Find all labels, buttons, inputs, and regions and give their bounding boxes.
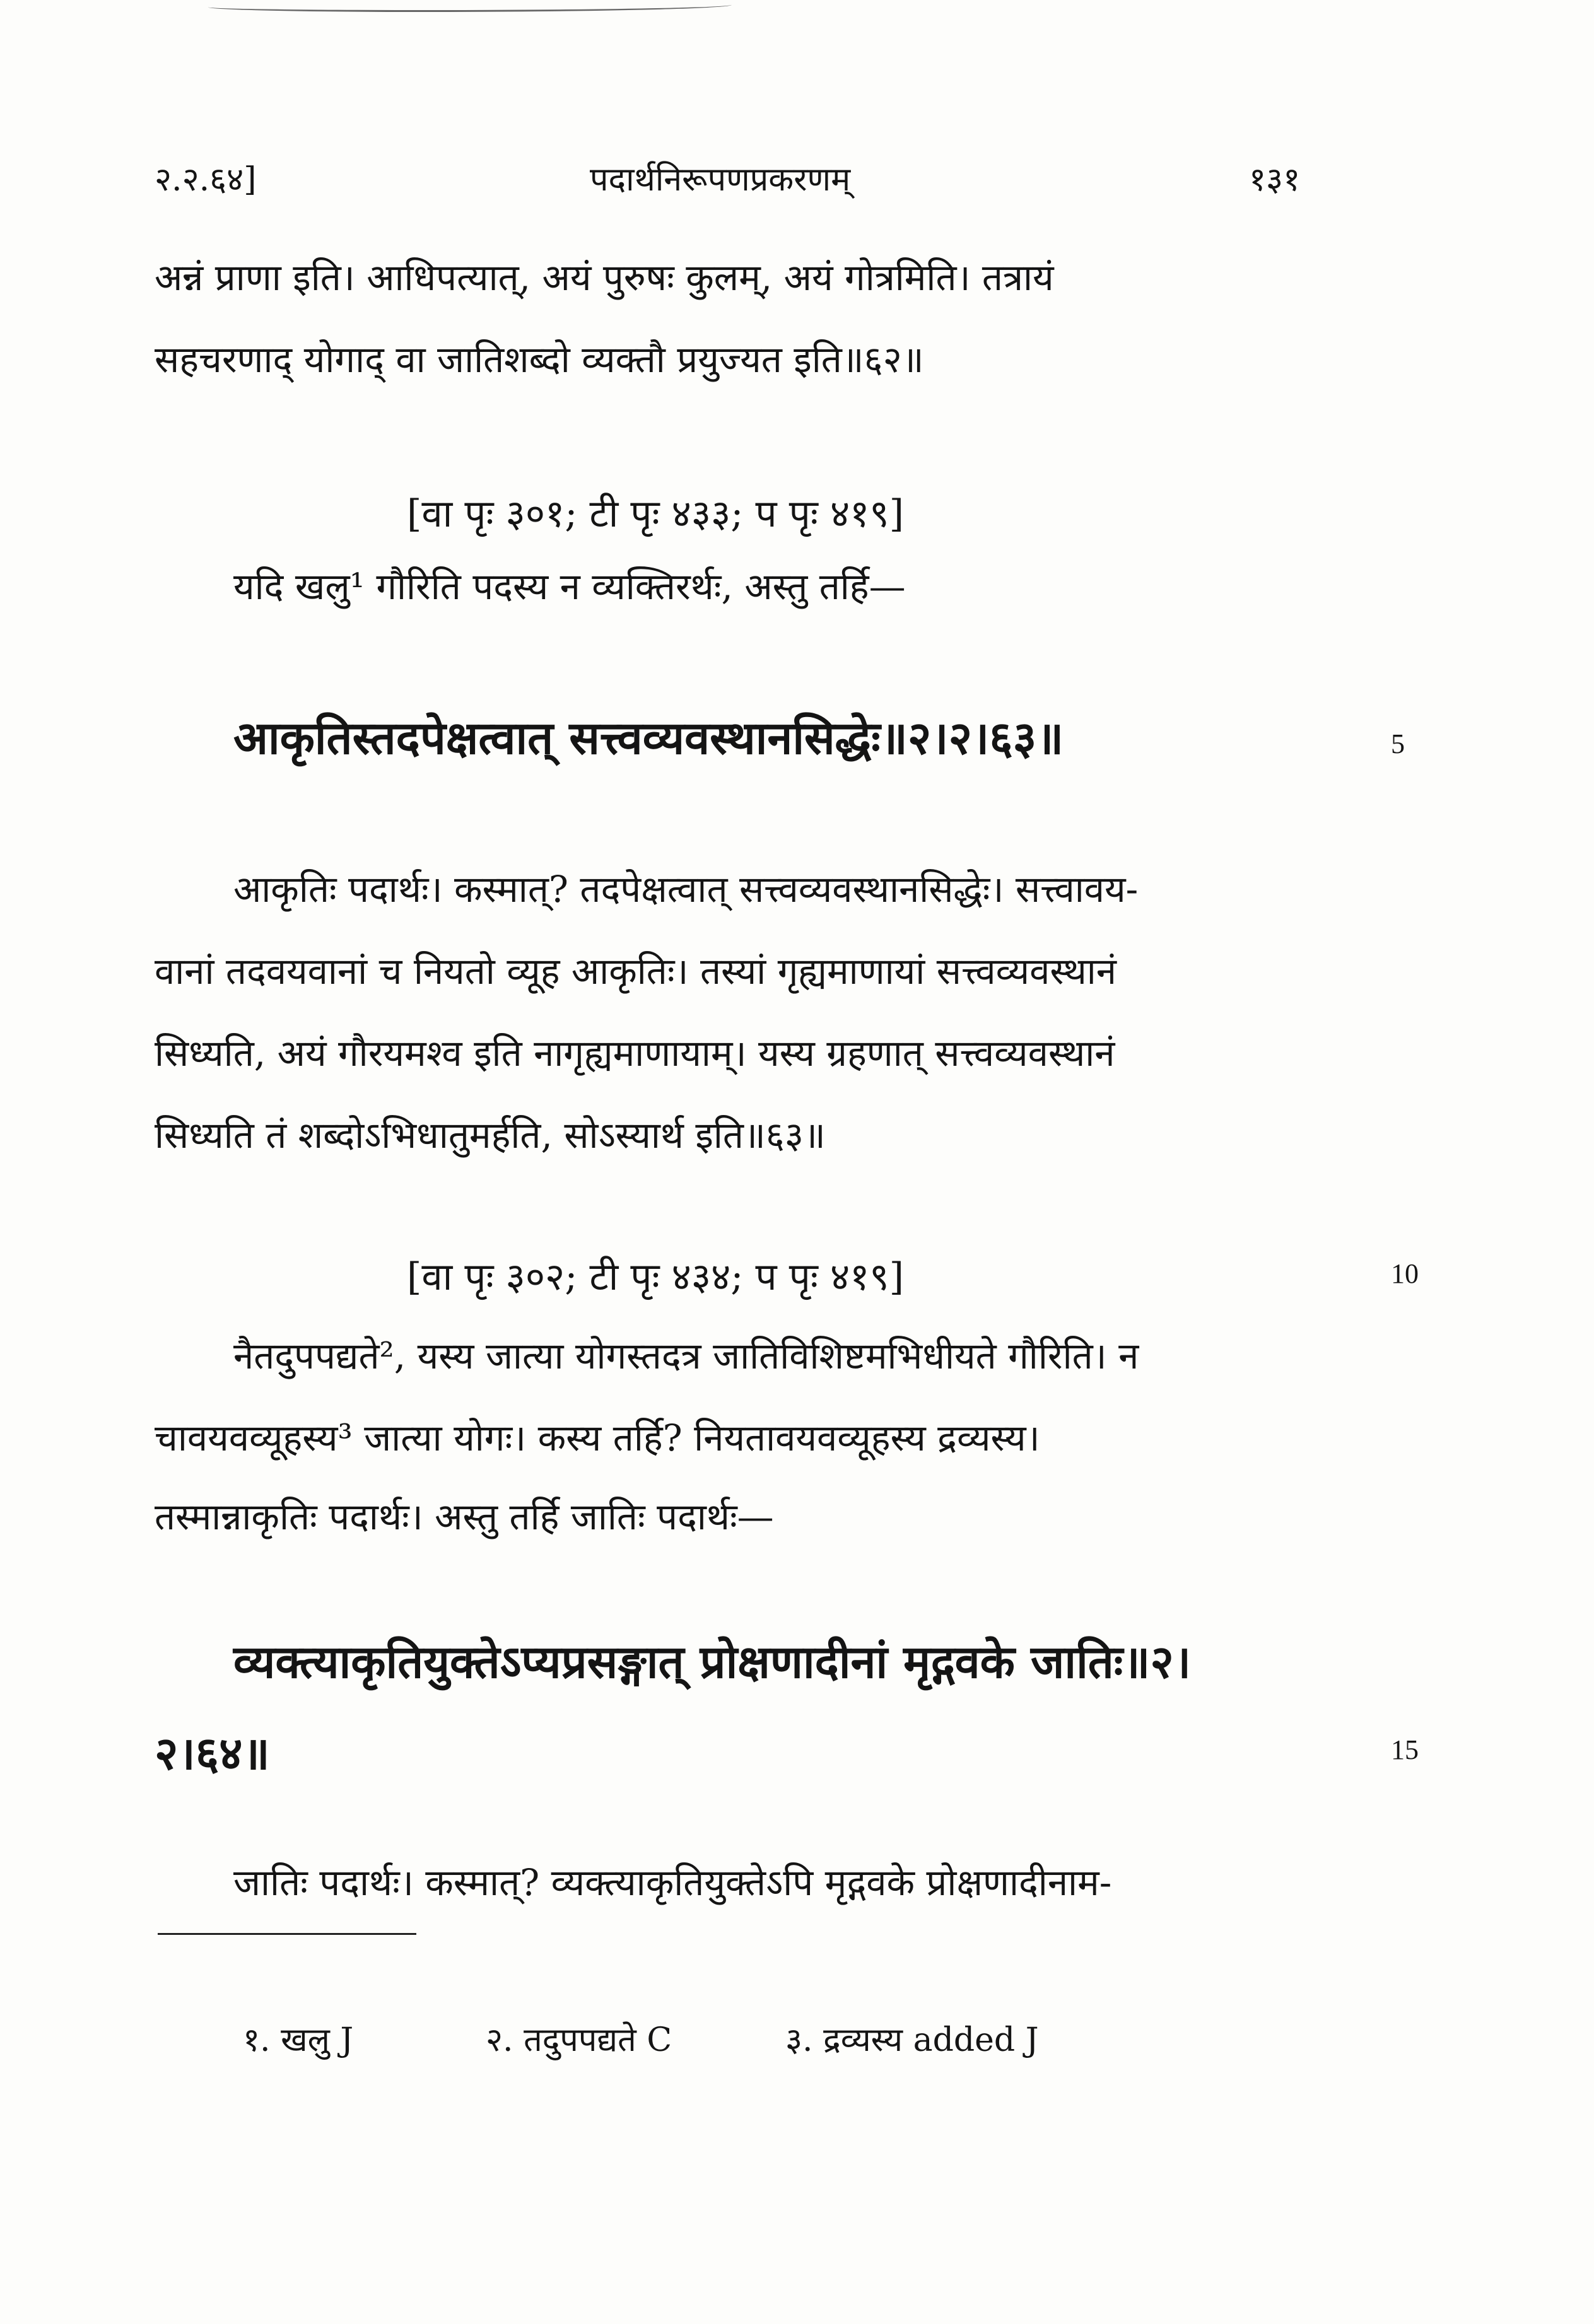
- sutra-heading: आकृतिस्तदपेक्षत्वात् सत्त्वव्यवस्थानसिद्धेः॥२।२।६३॥: [233, 711, 1064, 764]
- text-line: चावयवव्यूहस्य³ जात्या योगः। कस्य तर्हि? नियतावयवव्यूहस्य द्रव्यस्य।: [155, 1416, 1040, 1459]
- sutra-heading: व्यक्त्याकृतियुक्तेऽप्यप्रसङ्गात् प्रोक्षणादीनां मृद्गवके जातिः॥२।: [233, 1635, 1192, 1688]
- footnote: ३. द्रव्यस्य added J: [785, 2021, 1039, 2059]
- text-line: वानां तदवयवानां च नियतो व्यूह आकृतिः। तस्यां गृह्यमाणायां सत्त्वव्यवस्थानं: [155, 950, 1116, 993]
- text-line: सिध्यति तं शब्दोऽभिधातुमर्हति, सोऽस्यार्थ इति॥६३॥: [155, 1114, 826, 1157]
- footnote: १. खलु J: [243, 2021, 354, 2059]
- sutra-heading-continuation: २।६४॥: [155, 1726, 270, 1780]
- line-number: 15: [1391, 1734, 1419, 1765]
- line-number: 5: [1391, 728, 1405, 759]
- text-line: सहचरणाद् योगाद् वा जातिशब्दो व्यक्तौ प्रयुज्यत इति॥६२॥: [155, 338, 924, 381]
- page-number: १३१: [1249, 161, 1301, 199]
- text-line: नैतदुपपद्यते², यस्य जात्या योगस्तदत्र जातिविशिष्टमभिधीयते गौरिति। न: [233, 1334, 1139, 1377]
- reference-line: [वा पृः ३०२; टी पृः ४३४; प पृः ४१९]: [407, 1255, 904, 1299]
- text-line: अन्नं प्राणा इति। आधिपत्यात्, अयं पुरुषः कुलम्, अयं गोत्रमिति। तत्रायं: [155, 256, 1054, 299]
- text-line: सिध्यति, अयं गौरयमश्व इति नागृह्यमाणायाम्। यस्य ग्रहणात् सत्त्वव्यवस्थानं: [155, 1032, 1115, 1075]
- footnote: २. तदुपपद्यते C: [486, 2021, 672, 2059]
- text-line: यदि खलु¹ गौरिति पदस्य न व्यक्तिरर्थः, अस्तु तर्हि—: [233, 565, 906, 608]
- line-number: 10: [1391, 1258, 1419, 1289]
- running-header-left: २.२.६४]: [155, 161, 257, 199]
- text-line: जातिः पदार्थः। कस्मात्? व्यक्त्याकृतियुक्तेऽपि मृद्गवके प्रोक्षणादीनाम-: [233, 1861, 1112, 1904]
- top-edge-line: [208, 0, 732, 12]
- text-line: आकृतिः पदार्थः। कस्मात्? तदपेक्षत्वात् सत्त्वव्यवस्थानसिद्धेः। सत्त्वावय-: [233, 868, 1139, 911]
- footnote-rule: [158, 1933, 416, 1935]
- running-header-title: पदार्थनिरूपणप्रकरणम्: [590, 161, 851, 199]
- text-line: तस्मान्नाकृतिः पदार्थः। अस्तु तर्हि जातिः पदार्थः—: [155, 1495, 774, 1538]
- reference-line: [वा पृः ३०१; टी पृः ४३३; प पृः ४१९]: [407, 492, 904, 536]
